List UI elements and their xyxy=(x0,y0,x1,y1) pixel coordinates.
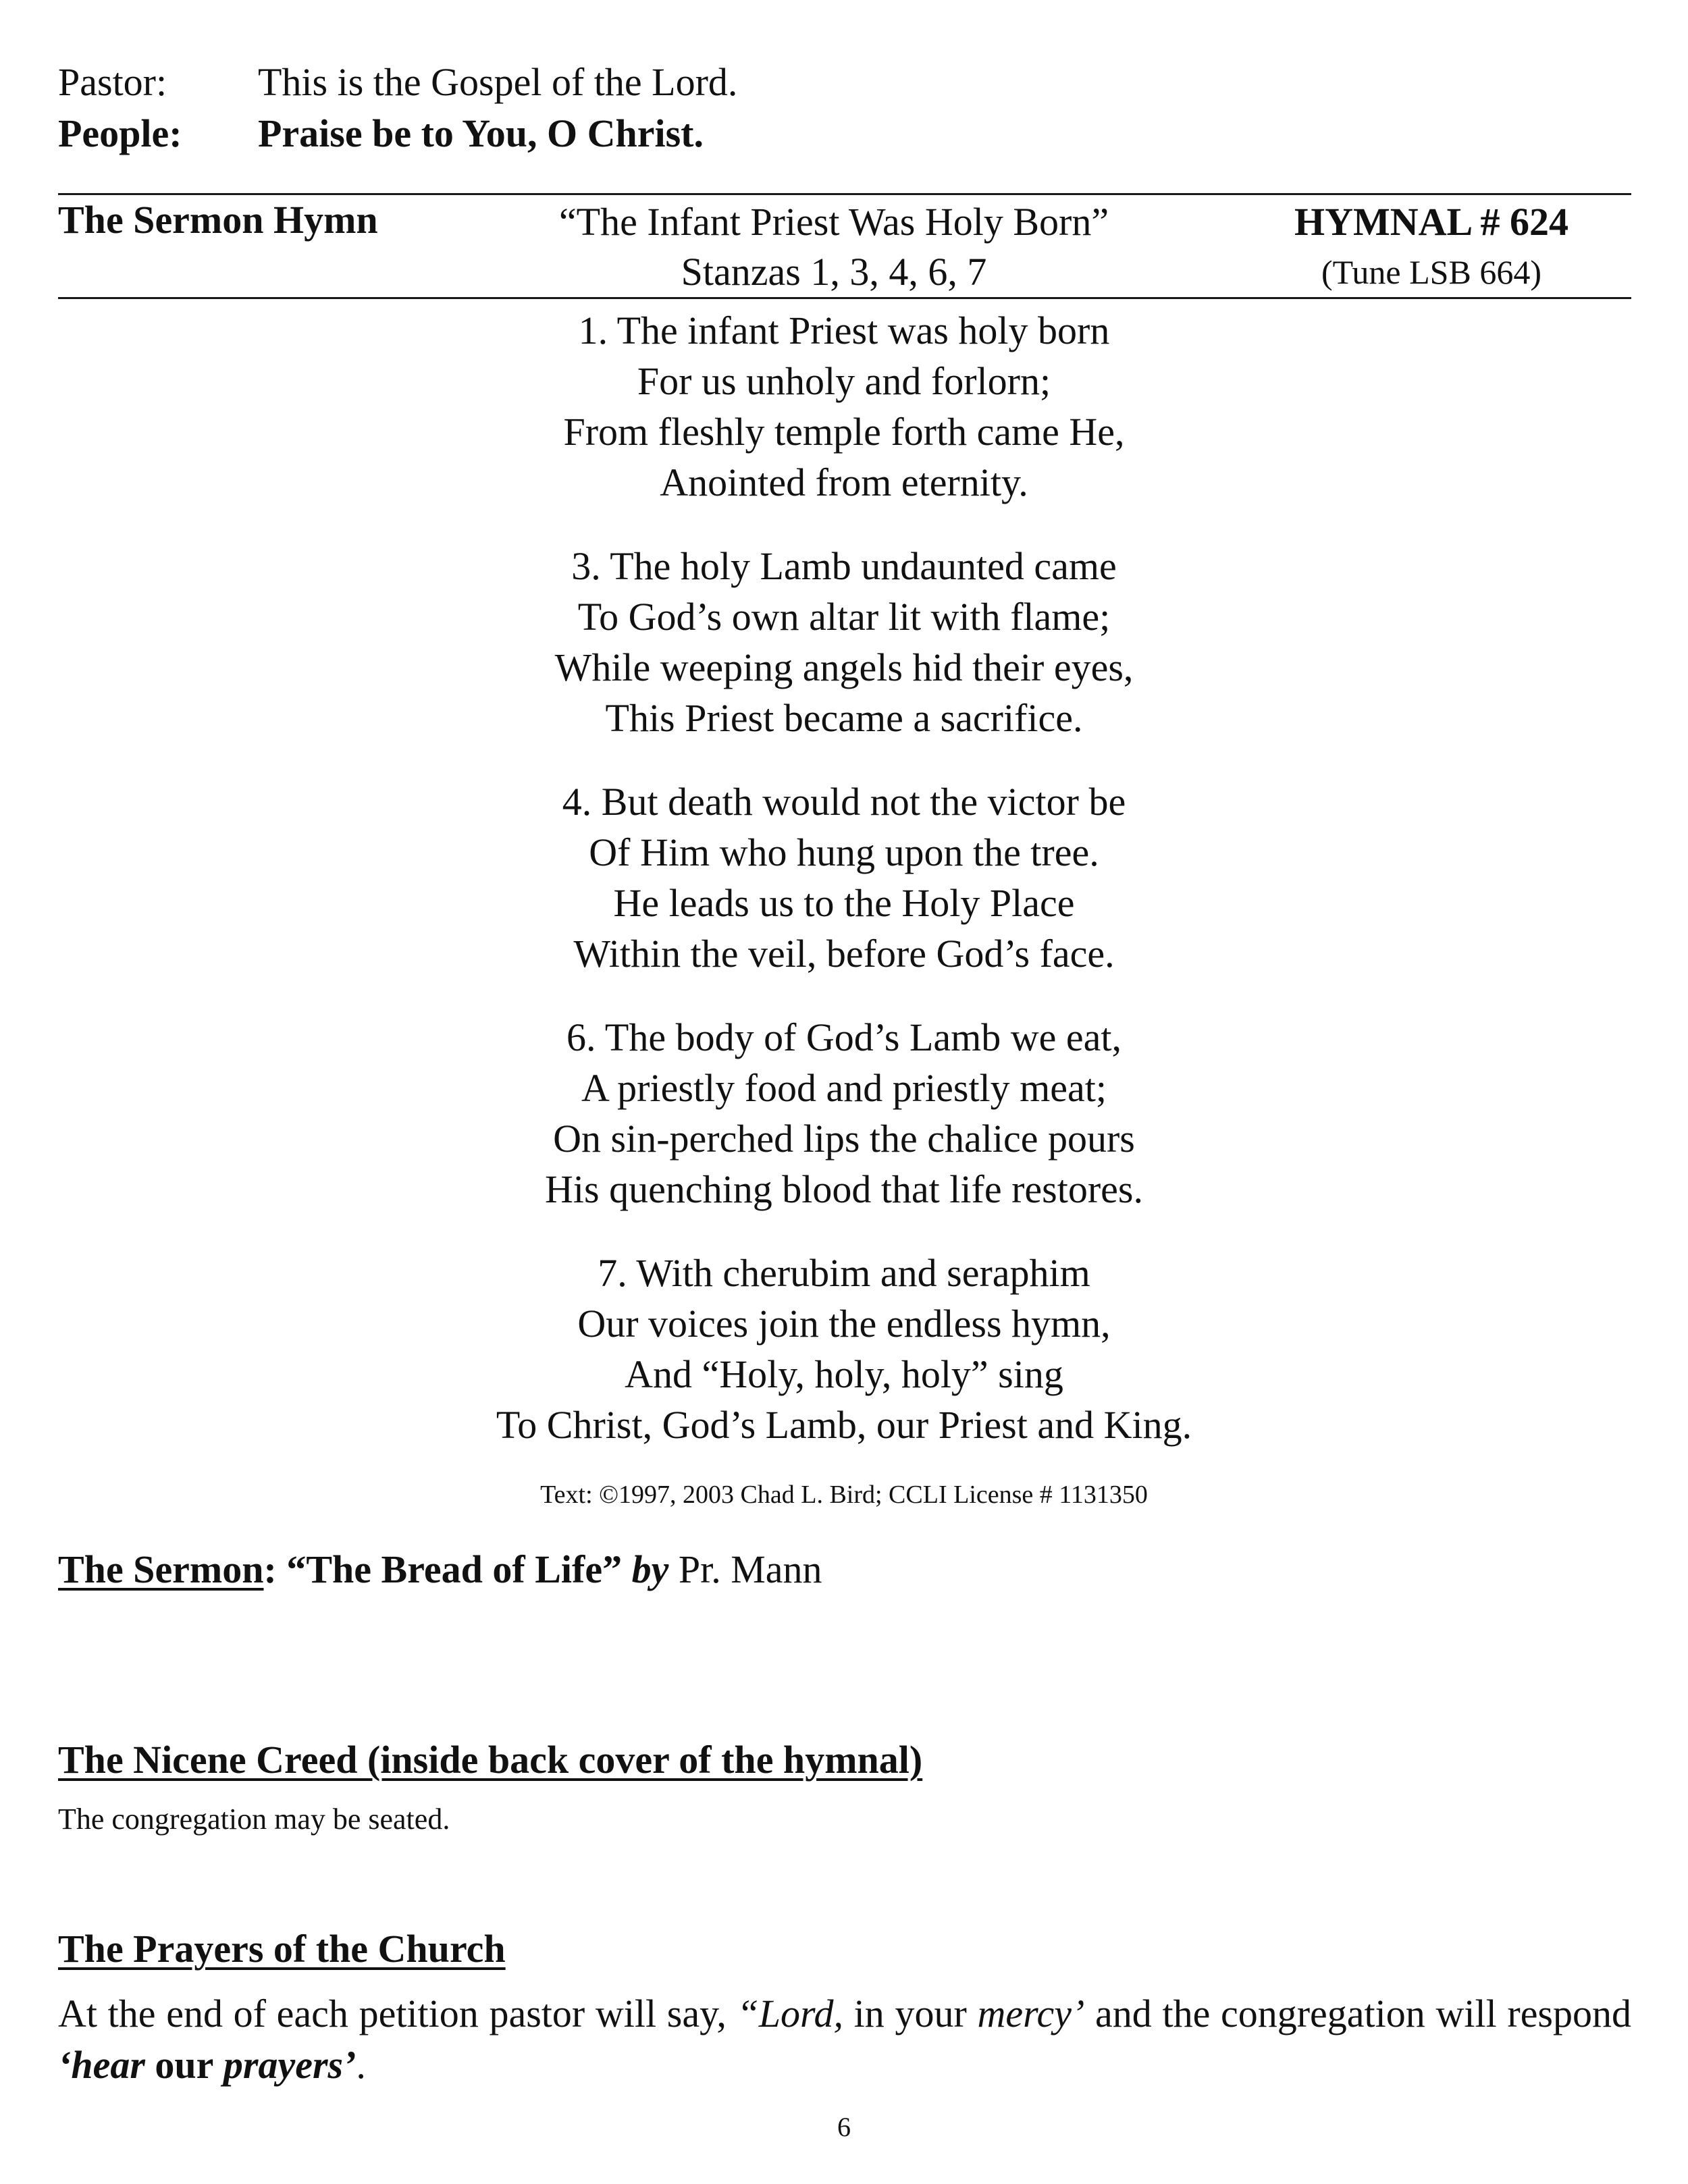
creed-title: The Nicene Creed (inside back cover of the hymnal) xyxy=(58,1738,923,1782)
sermon-preacher: Pr. Mann xyxy=(678,1547,822,1591)
stanza-line: 6. The body of God’s Lamb we eat, xyxy=(566,1015,1122,1059)
hymn-title-block xyxy=(446,197,1222,297)
sermon-by: by xyxy=(631,1547,669,1591)
dialogue-text: This is the Gospel of the Lord. xyxy=(258,60,738,104)
stanza-4 xyxy=(338,776,1350,979)
prayers-lord: “Lord, xyxy=(737,1992,843,2035)
stanza-line: 3. The holy Lamb undaunted came xyxy=(571,544,1117,588)
prayers-text-3: and the congregation will respond xyxy=(1084,1992,1632,2035)
hymn-title: “The Infant Priest Was Holy Born” xyxy=(558,200,1109,244)
stanza-line: This Priest became a sacrifice. xyxy=(605,696,1083,740)
stanza-line: While weeping angels hid their eyes, xyxy=(554,645,1134,689)
creed-note: The congregation may be seated. xyxy=(58,1803,450,1836)
header-bottom-rule xyxy=(58,297,1631,299)
prayers-mercy: mercy’ xyxy=(977,1992,1085,2035)
dialogue-people xyxy=(58,111,704,157)
hymn-stanzas-note: Stanzas 1, 3, 4, 6, 7 xyxy=(681,250,987,294)
stanza-3 xyxy=(338,541,1350,743)
prayers-word: prayers’ xyxy=(223,2043,357,2087)
stanza-line: Of Him who hung upon the tree. xyxy=(589,830,1099,874)
page-number: 6 xyxy=(837,2112,851,2142)
hymn-tune: (Tune LSB 664) xyxy=(1321,253,1541,291)
stanza-line: His quenching blood that life restores. xyxy=(545,1167,1143,1211)
hymnal-number: HYMNAL # 624 xyxy=(1294,200,1568,244)
stanza-6 xyxy=(338,1012,1350,1215)
sermon-heading xyxy=(58,1546,822,1593)
stanza-line: And “Holy, holy, holy” sing xyxy=(625,1352,1063,1396)
prayers-heading xyxy=(58,1925,506,1973)
prayers-hear: ‘hear xyxy=(58,2043,145,2087)
stanza-line: Within the veil, before God’s face. xyxy=(573,932,1115,976)
stanza-line: From fleshly temple forth came He, xyxy=(563,410,1125,454)
dialogue-text: Praise be to You, O Christ. xyxy=(258,111,704,155)
sermon-title: “The Bread of Life” xyxy=(286,1547,623,1591)
creed-heading xyxy=(58,1736,922,1784)
sermon-label: The Sermon xyxy=(58,1547,264,1591)
stanza-line: 7. With cherubim and seraphim xyxy=(598,1251,1090,1295)
dialogue-pastor xyxy=(58,59,737,105)
stanza-line: He leads us to the Holy Place xyxy=(613,881,1075,925)
prayers-text-2: in your xyxy=(843,1992,978,2035)
dialogue-role: People: xyxy=(58,111,182,155)
stanza-line: 4. But death would not the victor be xyxy=(562,780,1126,824)
stanza-1 xyxy=(338,305,1350,508)
prayers-text-1: At the end of each petition pastor will say, xyxy=(58,1992,737,2035)
stanza-line: A priestly food and priestly meat; xyxy=(581,1066,1107,1110)
header-top-rule xyxy=(58,193,1631,195)
stanza-line: On sin-perched lips the chalice pours xyxy=(553,1117,1135,1161)
dialogue-role: Pastor: xyxy=(58,60,167,104)
prayers-end: . xyxy=(356,2043,366,2087)
stanza-line: Anointed from eternity. xyxy=(660,460,1028,504)
copyright-notice: Text: ©1997, 2003 Chad L. Bird; CCLI License # 1131350 xyxy=(540,1481,1148,1509)
stanza-line: To Christ, God’s Lamb, our Priest and King. xyxy=(496,1403,1192,1447)
stanza-line: Our voices join the endless hymn, xyxy=(577,1302,1111,1346)
prayers-title: The Prayers of the Church xyxy=(58,1927,506,1971)
stanza-line: 1. The infant Priest was holy born xyxy=(578,309,1110,352)
stanza-7 xyxy=(338,1248,1350,1450)
stanza-line: For us unholy and forlorn; xyxy=(637,359,1051,403)
prayers-our: our xyxy=(155,2043,214,2087)
stanza-line: To God’s own altar lit with flame; xyxy=(577,595,1111,639)
sermon-colon: : xyxy=(263,1547,277,1591)
prayers-instruction xyxy=(58,1988,1631,2091)
hymnal-reference xyxy=(1256,197,1607,297)
hymn-label: The Sermon Hymn xyxy=(58,198,378,242)
